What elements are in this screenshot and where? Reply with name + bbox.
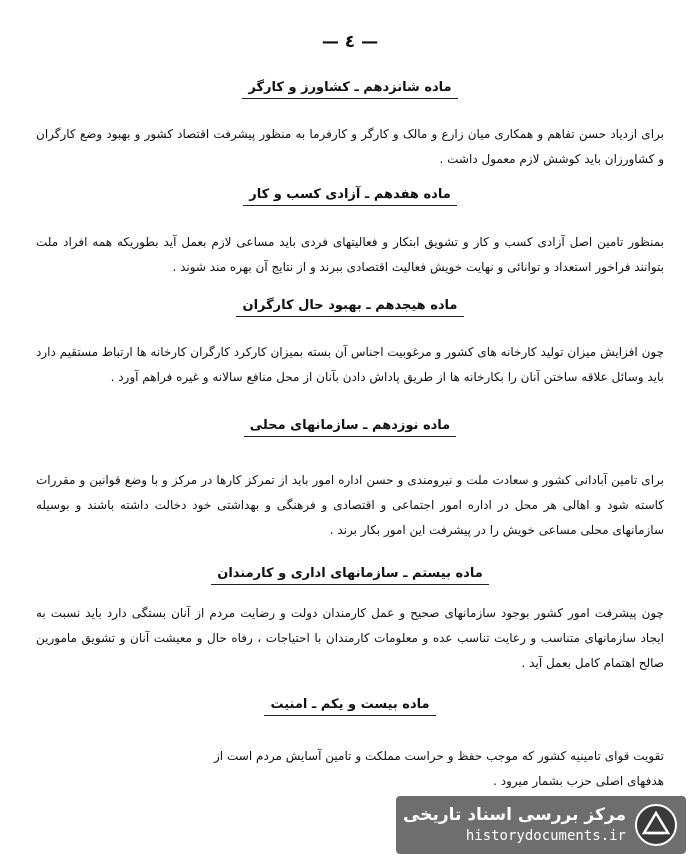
page-number: — ٤ — [321, 32, 379, 52]
article-16-body: برای ازدیاد حسن تفاهم و همکاری میان زارع و مالک و کارگر و کارفرما به منظور پیشرفت اقتصاد کشور و بهبود وضع کارگران و کشاورزان باید کوشش لازم معمول داشت . [36, 127, 664, 166]
watermark-name: مرکز بررسی اسناد تاریخی [403, 805, 626, 825]
article-21-body: تقویت قوای تامینیه کشور که موجب حفظ و حراست مملکت و تامین آسایش مردم است از هدفهای اصلی حزب بشمار میرود . [214, 749, 664, 788]
article-18-heading: ماده هیجدهم ـ بهبود حال کارگران [0, 298, 700, 313]
article-20-body: چون پیشرفت امور کشور بوجود سازمانهای صحیح و عمل کارمندان دولت و رضایت مردم از آنان بستگی دارد باید نسبت به ایجاد سازمانهای متناسب و رعایت تناسب عده و معلومات کارمندان با احتیاجات ، رفاه حال و معیشت آنان و تشویق مامورین صالح اهتمام کامل بعمل آید . [36, 606, 664, 670]
article-18-body: چون افزایش میزان تولید کارخانه های کشور و مرغوبیت اجناس آن بسته بمیزان کارکرد کارگران کارخانه ها ارتباط مستقیم دارد باید وسائل علاقه ساختن آنان را بکارخانه ها از طریق پاداش دادن بآنان از محل منافع سالانه و غیره فراهم آورد . [36, 345, 664, 384]
article-17-body: بمنظور تامین اصل آزادی کسب و کار و تشویق ابتکار و فعالیتهای فردی باید مساعی لازم بعمل آید بطوریکه همه افراد ملت بتوانند فراخور استعداد و توانائی و نهایت خویش فعالیت اقتصادی ببرند و از نتایج آن بهره مند شوند . [36, 235, 664, 274]
watermark [396, 796, 686, 854]
article-16-heading: ماده شانزدهم ـ کشاورز و کارگر [0, 80, 700, 95]
archive-logo-icon [634, 803, 678, 847]
article-21-heading: ماده بیست و یکم ـ امنیت [0, 697, 700, 712]
article-19-body: برای تامین آبادانی کشور و سعادت ملت و نیرومندی و حسن اداره امور باید از تمرکز کارها در مرکز و با وضع قوانین و مقررات کاسته شود و اهالی هر محل در اداره امور اجتماعی و اقتصادی و فرهنگی و بهداشتی خود دخالت داشته باشند و بوسیله سازمانهای محلی مساعی خویش را در پیشرفت این امور بکار برند . [36, 473, 664, 537]
article-20-heading: ماده بیستم ـ سازمانهای اداری و کارمندان [0, 566, 700, 581]
watermark-url: historydocuments.ir [465, 828, 626, 844]
article-19-heading: ماده نوزدهم ـ سازمانهای محلی [0, 418, 700, 433]
article-17-heading: ماده هفدهم ـ آزادی کسب و کار [0, 187, 700, 202]
